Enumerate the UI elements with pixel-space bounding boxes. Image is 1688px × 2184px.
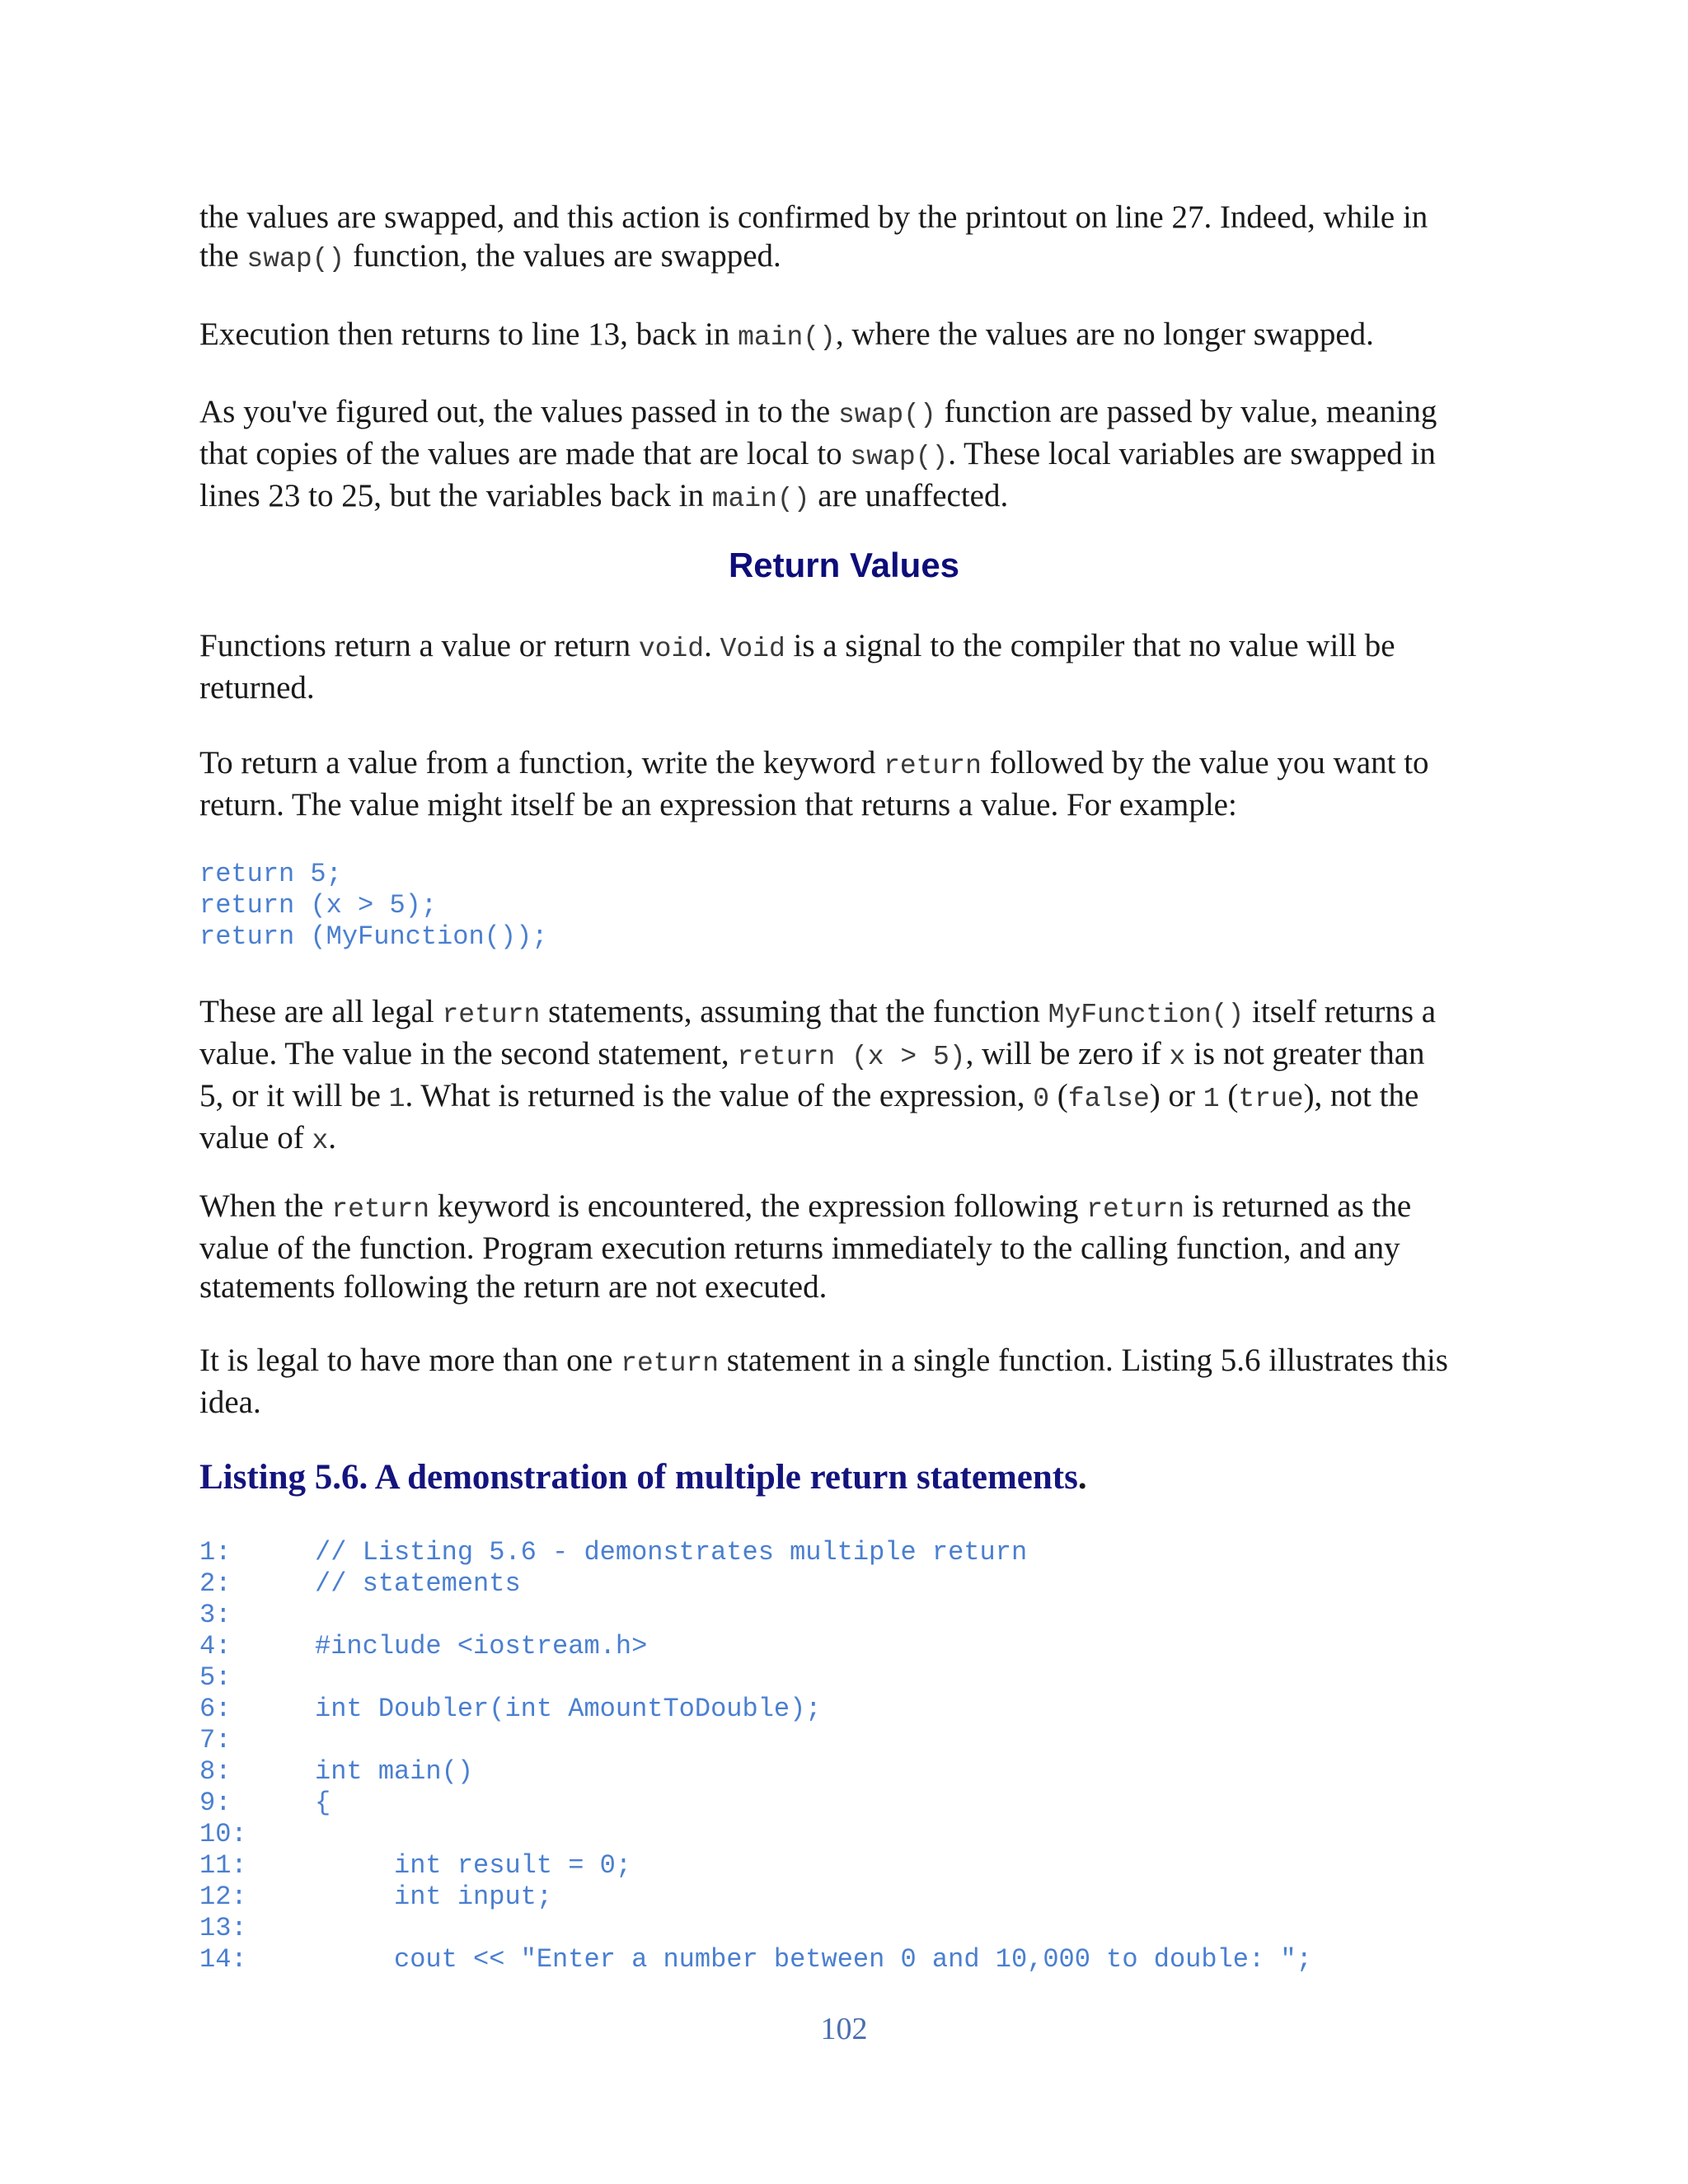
inline-code: swap(): [837, 400, 936, 430]
listing-title-period: .: [1077, 1458, 1087, 1497]
listing-line: [199, 1850, 1312, 1882]
text-run: .: [328, 1120, 337, 1155]
inline-code: true: [1238, 1084, 1304, 1114]
line-code: {: [315, 1788, 331, 1818]
inline-code: 1: [1203, 1084, 1220, 1114]
text-run: is not greater than: [1185, 1036, 1425, 1071]
line-number: 14:: [199, 1944, 247, 1975]
listing-line: [199, 1788, 1312, 1819]
inline-code: return: [442, 1000, 541, 1030]
listing-line: [199, 1694, 1312, 1725]
inline-code: 0: [1033, 1084, 1050, 1114]
paragraph-functions-return: [199, 626, 1502, 707]
line-code: cout << "Enter a number between 0 and 10,000 to double: ";: [315, 1944, 1312, 1975]
listing-line: [199, 1662, 1312, 1694]
text-run: is a signal to the compiler that no value will be: [785, 628, 1395, 663]
text-run: are unaffected.: [809, 478, 1009, 513]
paragraph-multiple-returns-legal: [199, 1341, 1502, 1422]
line-number: 12:: [199, 1882, 247, 1912]
text-run: As you've figured out, the values passed in to the: [199, 394, 838, 429]
line-code: int input;: [315, 1882, 553, 1912]
line-number: 3:: [199, 1600, 232, 1630]
text-run: idea.: [199, 1385, 261, 1420]
text-run: These are all legal: [199, 994, 443, 1029]
line-code: #include <iostream.h>: [315, 1631, 648, 1661]
page-number: 102: [820, 2012, 868, 2046]
text-run: (: [1219, 1078, 1239, 1113]
inline-code: return: [1086, 1194, 1185, 1225]
text-run: To return a value from a function, write the keyword: [199, 745, 884, 780]
section-heading: Return Values: [728, 546, 960, 584]
text-run: that copies of the values are made that are local to: [199, 436, 851, 471]
text-run: statements following the return are not executed.: [199, 1269, 828, 1305]
paragraph-execution-returns: [199, 315, 1502, 357]
text-run: ), not the: [1303, 1078, 1419, 1113]
line-number: 1:: [199, 1537, 232, 1568]
text-run: statement in a single function. Listing 5.6 illustrates this: [719, 1343, 1448, 1378]
text-run: It is legal to have more than one: [199, 1343, 621, 1378]
paragraph-return-keyword-encountered: [199, 1187, 1502, 1306]
line-number: 6:: [199, 1694, 232, 1724]
code-line: return (MyFunction());: [199, 921, 548, 952]
listing-line: [199, 1756, 1312, 1788]
paragraph-to-return-a-value: [199, 743, 1502, 824]
text-run: value of the function. Program execution returns immediately to the calling function, and any: [199, 1230, 1400, 1266]
text-run: the values are swapped, and this action is confirmed by the printout on line 27. Indeed, while in: [199, 199, 1428, 235]
line-number: 4:: [199, 1631, 232, 1661]
inline-code: x: [1169, 1042, 1186, 1072]
text-run: function are passed by value, meaning: [935, 394, 1437, 429]
line-number: 11:: [199, 1850, 247, 1881]
inline-code: void: [638, 634, 705, 664]
inline-code: return: [884, 751, 982, 781]
inline-code: return: [331, 1194, 430, 1225]
text-run: keyword is encountered, the expression following: [429, 1188, 1087, 1224]
listing-code: [199, 1537, 1312, 1975]
inline-code: swap(): [246, 244, 345, 274]
line-number: 5:: [199, 1662, 232, 1693]
line-number: 7:: [199, 1725, 232, 1755]
inline-code: x: [312, 1126, 329, 1156]
return-examples-code: [199, 859, 547, 953]
line-code: // Listing 5.6 - demonstrates multiple return: [315, 1537, 1028, 1568]
listing-line: [199, 1944, 1312, 1975]
listing-line: [199, 1819, 1312, 1850]
inline-code: Void: [720, 634, 785, 664]
code-line: return (x > 5);: [199, 890, 438, 921]
listing-line: [199, 1913, 1312, 1944]
line-number: 2:: [199, 1568, 232, 1599]
line-code: int main(): [315, 1756, 474, 1787]
text-run: (: [1049, 1078, 1068, 1113]
paragraph-pass-by-value: [199, 392, 1502, 518]
line-code: int Doubler(int AmountToDouble);: [315, 1694, 822, 1724]
line-number: 8:: [199, 1756, 232, 1787]
text-run: itself returns a: [1244, 994, 1437, 1029]
inline-code: main(): [738, 322, 836, 353]
line-code: int result = 0;: [315, 1850, 632, 1881]
listing-title-text: Listing 5.6. A demonstration of multiple return statements: [199, 1458, 1078, 1497]
text-run: , where the values are no longer swapped.: [835, 316, 1374, 352]
listing-line: [199, 1568, 1312, 1600]
inline-code: false: [1067, 1084, 1150, 1114]
line-number: 10:: [199, 1819, 247, 1849]
text-run: followed by the value you want to: [981, 745, 1429, 780]
text-run: Execution then returns to line 13, back in: [199, 316, 738, 352]
line-number: 13:: [199, 1913, 247, 1943]
text-run: When the: [199, 1188, 332, 1224]
listing-title: [199, 1457, 1087, 1497]
text-run: ) or: [1149, 1078, 1203, 1113]
listing-line: [199, 1725, 1312, 1756]
text-run: the: [199, 238, 247, 274]
listing-line: [199, 1882, 1312, 1913]
text-run: statements, assuming that the function: [540, 994, 1048, 1029]
text-run: value of: [199, 1120, 312, 1155]
text-run: lines 23 to 25, but the variables back in: [199, 478, 712, 513]
code-line: return 5;: [199, 859, 342, 889]
text-run: return. The value might itself be an expression that returns a value. For example:: [199, 787, 1237, 823]
paragraph-swap-confirmed: [199, 198, 1502, 279]
inline-code: return (x > 5): [737, 1042, 966, 1072]
text-run: is returned as the: [1184, 1188, 1412, 1224]
listing-line: [199, 1537, 1312, 1568]
text-run: , will be zero if: [965, 1036, 1170, 1071]
text-run: . What is returned is the value of the expression,: [405, 1078, 1034, 1113]
inline-code: main(): [711, 484, 810, 514]
line-number: 9:: [199, 1788, 232, 1818]
paragraph-legal-return-statements: [199, 992, 1502, 1160]
text-run: function, the values are swapped.: [345, 238, 781, 274]
text-run: .: [704, 628, 720, 663]
inline-code: swap(): [850, 442, 949, 472]
text-run: Functions return a value or return: [199, 628, 639, 663]
line-code: // statements: [315, 1568, 521, 1599]
inline-code: MyFunction(): [1048, 1000, 1245, 1030]
listing-line: [199, 1631, 1312, 1662]
text-run: returned.: [199, 670, 315, 705]
inline-code: 1: [388, 1084, 406, 1114]
text-run: value. The value in the second statement,: [199, 1036, 738, 1071]
text-run: . These local variables are swapped in: [948, 436, 1436, 471]
listing-line: [199, 1600, 1312, 1631]
text-run: 5, or it will be: [199, 1078, 389, 1113]
inline-code: return: [621, 1348, 719, 1379]
